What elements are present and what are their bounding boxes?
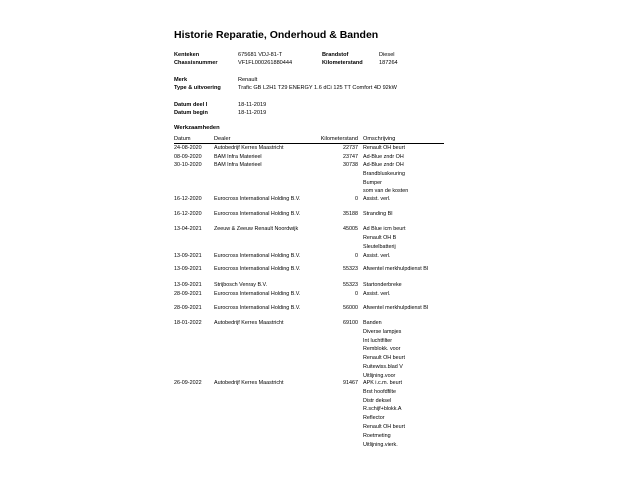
row-omschrijving xyxy=(363,145,405,154)
row-kilometerstand: 56000 xyxy=(343,305,358,311)
row-kilometerstand: 35188 xyxy=(343,211,358,217)
omschrijving-line: Ad-Blue zndr OH xyxy=(363,162,404,168)
brandstof-label: Brandstof xyxy=(322,52,349,58)
datum-begin-label: Datum begin xyxy=(174,110,208,116)
row-omschrijving xyxy=(363,305,428,314)
omschrijving-line: Renault OH beurt xyxy=(363,423,405,430)
type-label: Type & uitvoering xyxy=(174,85,221,91)
omschrijving-line: Bumper xyxy=(363,179,382,186)
omschrijving-line: Diverse lampjes xyxy=(363,328,402,335)
omschrijving-line: Ad-Blue zndr OH xyxy=(363,153,404,160)
omschrijving-line: Renault OH beurt xyxy=(363,355,405,362)
omschrijving-line: Assist. verl. xyxy=(363,196,391,202)
kilometerstand-label: Kilometerstand xyxy=(322,60,363,66)
row-omschrijving xyxy=(363,380,405,450)
row-kilometerstand: 91467 xyxy=(343,380,358,386)
omschrijving-line: Uitlijning.voor xyxy=(363,372,396,379)
omschrijving-line: Ruitewiss.blad V xyxy=(363,363,403,370)
omschrijving-line: Renault OH B xyxy=(363,234,397,241)
row-omschrijving xyxy=(363,266,428,275)
row-dealer: Eurocross International Holding B.V. xyxy=(214,253,301,259)
omschrijving-line: Assist. verl. xyxy=(363,253,391,259)
omschrijving-line: Assist. verl. xyxy=(363,291,391,297)
row-dealer: Eurocross International Holding B.V. xyxy=(214,196,301,202)
datum-deel-value: 18-11-2019 xyxy=(238,102,267,108)
omschrijving-line: Uitlijning.vierk. xyxy=(363,441,398,448)
row-dealer: BAM Infra Materieel xyxy=(214,162,262,168)
row-omschrijving xyxy=(363,291,391,300)
type-value: Trafic GB L2H1 T29 ENERGY 1.6 dCi 125 TT Comfort 4D 92kW xyxy=(238,85,397,91)
row-dealer: Autobedrijf Kerres Maastricht xyxy=(214,380,284,386)
omschrijving-line: Afwentel merkhulpdienst BI xyxy=(363,305,429,311)
row-dealer: Strijbosch Venray B.V. xyxy=(214,282,268,288)
omschrijving-line: Ad Blue icm beurt xyxy=(363,226,406,232)
row-dealer: Eurocross International Holding B.V. xyxy=(214,211,301,217)
row-date: 28-09-2021 xyxy=(174,291,202,297)
row-kilometerstand: 55323 xyxy=(343,266,358,272)
chassis-label: Chassisnummer xyxy=(174,60,218,66)
row-omschrijving xyxy=(363,154,404,163)
column-header-dealer: Dealer xyxy=(214,136,231,142)
omschrijving-line: Sleutelbatterij xyxy=(363,243,396,250)
row-date: 16-12-2020 xyxy=(174,211,202,217)
column-header-datum: Datum xyxy=(174,136,191,142)
row-kilometerstand: 23747 xyxy=(343,153,358,160)
omschrijving-line: Renault OH beurt xyxy=(363,145,405,151)
datum-begin-value: 18-11-2019 xyxy=(238,110,267,116)
row-dealer: BAM Infra Materieel xyxy=(214,153,262,160)
row-dealer: Autobedrijf Kerres Maastricht xyxy=(214,320,284,326)
omschrijving-line: Int luchtfilter xyxy=(363,337,393,344)
omschrijving-line: Roetmeting xyxy=(363,432,391,439)
omschrijving-line: Afwentel merkhulpdienst BI xyxy=(363,266,429,272)
row-omschrijving xyxy=(363,282,402,291)
omschrijving-line: Banden xyxy=(363,320,382,326)
row-kilometerstand: 0 xyxy=(355,253,358,259)
omschrijving-line: R.schijf+blokk.A xyxy=(363,406,402,413)
kilometerstand-value: 187264 xyxy=(379,60,398,66)
row-dealer: Autobedrijf Kerres Maastricht xyxy=(214,145,284,151)
row-omschrijving xyxy=(363,226,406,252)
omschrijving-line: Distr deksel xyxy=(363,397,392,404)
omschrijving-line: Startonderbreke xyxy=(363,282,402,288)
section-heading: Werkzaamheden xyxy=(174,125,220,131)
row-date: 18-01-2022 xyxy=(174,320,202,326)
row-kilometerstand: 0 xyxy=(355,291,358,297)
omschrijving-line: Brandbluskeuring xyxy=(363,170,405,177)
row-date: 30-10-2020 xyxy=(174,162,202,168)
page-title: Historie Reparatie, Onderhoud & Banden xyxy=(174,29,379,41)
omschrijving-line: APK i.c.m. beurt xyxy=(363,380,402,386)
row-date: 28-09-2021 xyxy=(174,305,202,311)
omschrijving-line: Reflector xyxy=(363,415,385,422)
row-kilometerstand: 0 xyxy=(355,196,358,202)
merk-value: Renault xyxy=(238,77,258,83)
row-kilometerstand: 30738 xyxy=(343,162,358,168)
row-dealer: Eurocross International Holding B.V. xyxy=(214,266,301,272)
row-date: 26-09-2022 xyxy=(174,380,202,386)
row-omschrijving xyxy=(363,162,408,197)
column-header-kilometerstand: Kilometerstand xyxy=(320,136,358,142)
row-date: 08-09-2020 xyxy=(174,153,202,160)
row-dealer: Eurocross International Holding B.V. xyxy=(214,305,301,311)
header-rule xyxy=(174,143,444,144)
row-date: 24-08-2020 xyxy=(174,145,202,151)
row-kilometerstand: 45005 xyxy=(343,226,358,232)
row-date: 13-09-2021 xyxy=(174,266,202,272)
merk-label: Merk xyxy=(174,77,188,83)
kenteken-value: 675681 VDJ-81-T xyxy=(238,52,283,58)
row-omschrijving xyxy=(363,211,393,220)
omschrijving-line: Remblokk. voor xyxy=(363,346,401,353)
row-date: 13-09-2021 xyxy=(174,282,202,288)
row-omschrijving xyxy=(363,320,405,382)
row-kilometerstand: 22737 xyxy=(343,145,358,151)
omschrijving-line: Brst hoofdfilte xyxy=(363,388,396,395)
omschrijving-line: Stranding BI xyxy=(363,211,393,217)
kenteken-label: Kenteken xyxy=(174,52,200,58)
row-date: 13-09-2021 xyxy=(174,253,202,259)
datum-deel-label: Datum deel I xyxy=(174,102,208,108)
row-dealer: Eurocross International Holding B.V. xyxy=(214,291,301,297)
column-header-omschrijving: Omschrijving xyxy=(363,136,396,142)
row-date: 16-12-2020 xyxy=(174,196,202,202)
row-kilometerstand: 55323 xyxy=(343,282,358,288)
row-kilometerstand: 69100 xyxy=(343,320,358,326)
row-omschrijving xyxy=(363,196,391,205)
chassis-value: VF1FL000261880444 xyxy=(238,60,293,66)
row-date: 13-04-2021 xyxy=(174,226,202,232)
row-omschrijving xyxy=(363,253,391,262)
omschrijving-line: som van de kosten xyxy=(363,188,409,195)
brandstof-value: Diesel xyxy=(379,52,395,58)
row-dealer: Zeeuw & Zeeuw Renault Noordwijk xyxy=(214,226,299,232)
